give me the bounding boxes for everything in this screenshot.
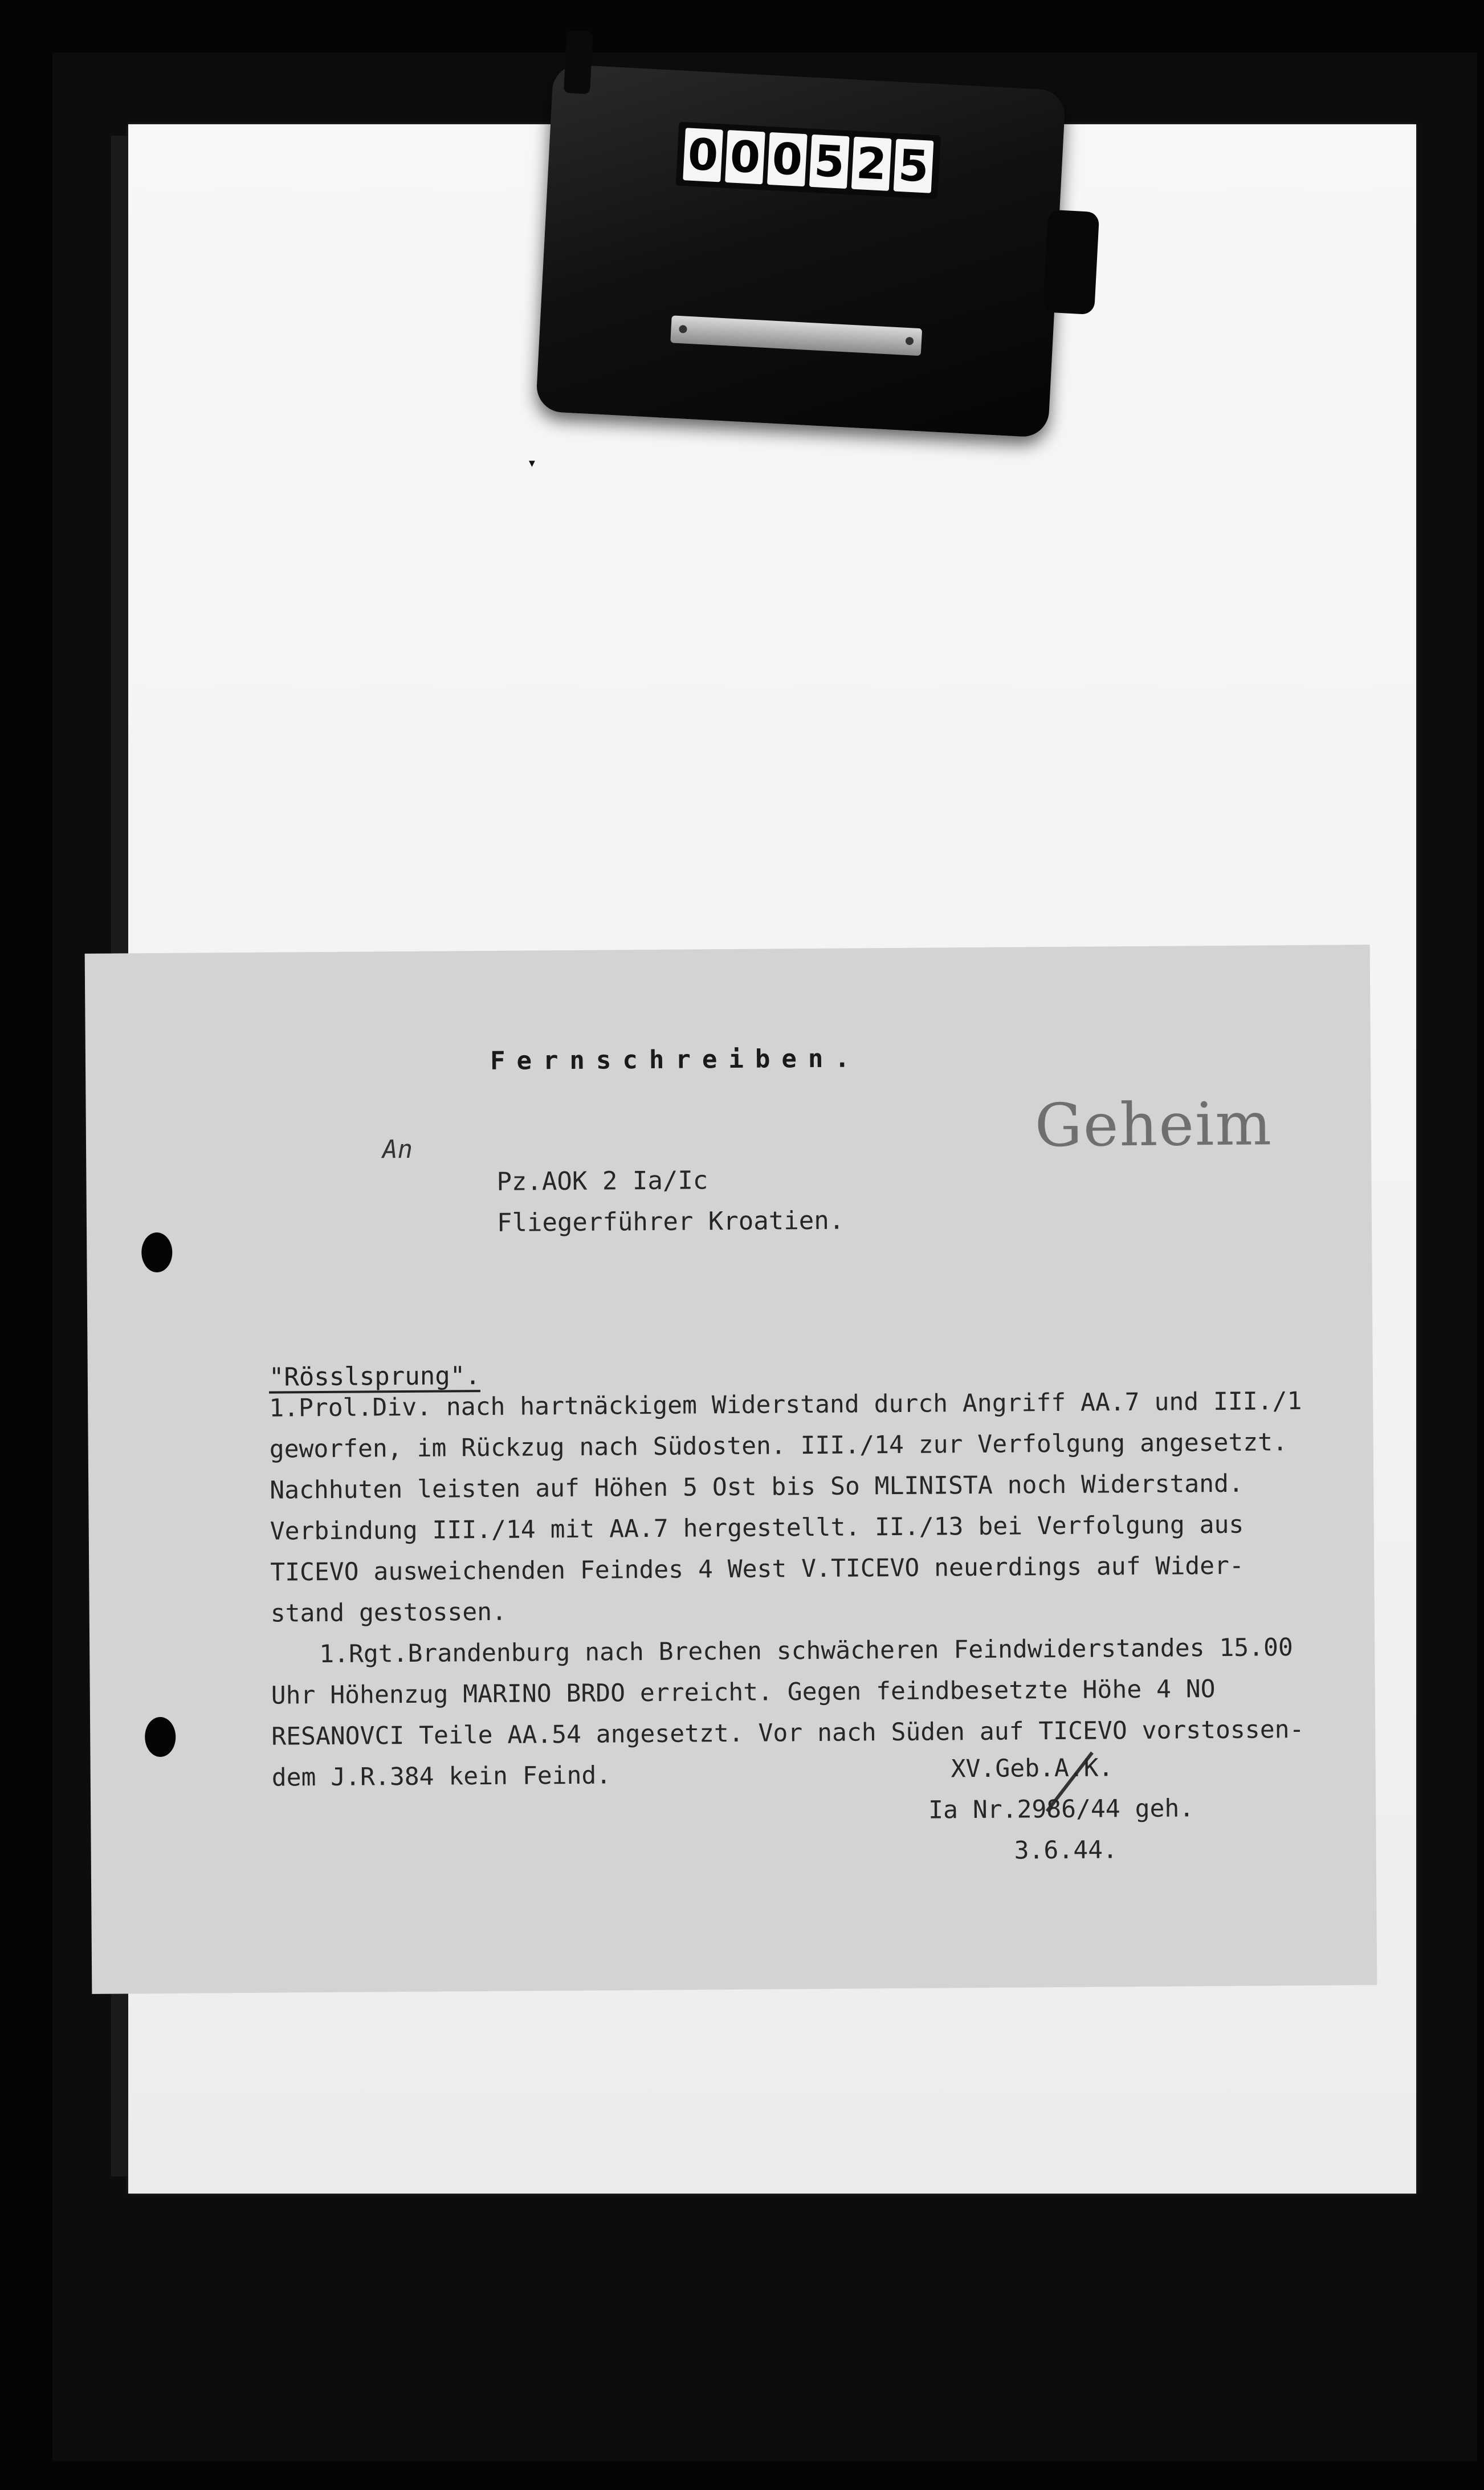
document-heading: Fernschreiben.: [490, 1044, 862, 1076]
recipient-list: [496, 1159, 844, 1244]
signature-block: [928, 1747, 1194, 1871]
operation-title: "Rösslsprung".: [268, 1361, 480, 1392]
body-line: TICEVO ausweichenden Feindes 4 West V.TICEVO neuerdings auf Wider-: [270, 1551, 1245, 1587]
counter-nameplate: [670, 315, 922, 356]
body-line: RESANOVCI Teile AA.54 angesetzt. Vor nach Süden auf TICEVO vorstossen-: [271, 1715, 1304, 1751]
signature-unit: XV.Geb.A.K.: [951, 1753, 1114, 1784]
dot-mark: ▾: [527, 453, 537, 472]
body-line: Nachhuten leisten auf Höhen 5 Ost bis So MLINISTA noch Widerstand.: [270, 1469, 1244, 1505]
signature-date: 3.6.44.: [1014, 1836, 1118, 1865]
counter-digit: 5: [894, 139, 934, 193]
body-line: dem J.R.384 kein Feind.: [271, 1761, 611, 1792]
punch-hole: [145, 1717, 176, 1757]
body-line: Verbindung III./14 mit AA.7 hergestellt. II./13 bei Verfolgung aus: [270, 1510, 1244, 1546]
counter-digits: [676, 122, 941, 200]
counter-digit: 5: [809, 135, 850, 189]
counter-knob: [1043, 210, 1099, 315]
body-line: 1.Prol.Div. nach hartnäckigem Widerstand durch Angriff AA.7 und III./1: [269, 1387, 1302, 1423]
body-line: Uhr Höhenzug MARINO BRDO erreicht. Gegen feindbesetzte Höhe 4 NO: [271, 1675, 1216, 1710]
counter-digit: 2: [851, 137, 892, 191]
counter-digit: 0: [725, 130, 765, 184]
counter-stem: [564, 30, 593, 94]
addressee-label: An: [382, 1134, 413, 1165]
recipient-line: Pz.AOK 2 Ia/Ic: [496, 1166, 708, 1197]
body-line: stand gestossen.: [270, 1597, 507, 1628]
signature-reference: Ia Nr.2986/44 geh.: [928, 1794, 1194, 1825]
body-line: 1.Rgt.Brandenburg nach Brechen schwächeren Feindwiderstandes 15.00: [319, 1633, 1294, 1669]
recipient-line: Fliegerführer Kroatien.: [496, 1206, 845, 1238]
counter-digit: 0: [683, 128, 723, 182]
telex-document: [85, 945, 1377, 1994]
punch-hole: [141, 1232, 172, 1272]
frame-counter-device: [536, 64, 1066, 438]
counter-digit: 0: [767, 132, 808, 186]
classification-stamp: Geheim: [1034, 1089, 1273, 1161]
message-body: [269, 1381, 1332, 1799]
body-line: geworfen, im Rückzug nach Südosten. III./14 zur Verfolgung angesetzt.: [269, 1428, 1288, 1464]
